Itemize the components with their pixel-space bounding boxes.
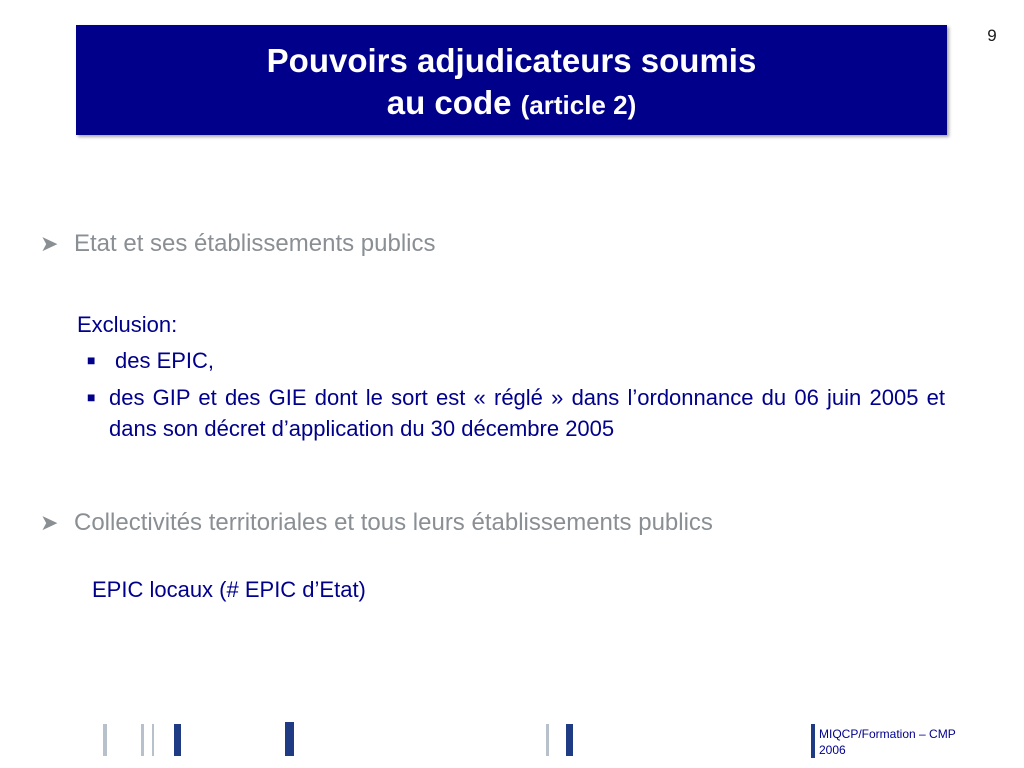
- epic-locaux-note: EPIC locaux (# EPIC d’Etat): [92, 577, 366, 602]
- arrow-bullet-icon: ➤: [40, 510, 59, 535]
- footer-bar: [811, 724, 815, 758]
- footer-bar: [285, 722, 294, 756]
- footer-bar: [103, 724, 107, 756]
- slide-number: 9: [987, 26, 997, 45]
- bullet-collectivites: [40, 508, 713, 538]
- footer-bar: [566, 724, 573, 756]
- square-bullet-wrap: [87, 382, 107, 413]
- title-main: au code: [386, 84, 512, 121]
- exclusion-item-gip-gie: des GIP et des GIE dont le sort est « réglé » dans l’ordonnance du 06 juin 2005 et dans son décret d’application du 30 décembre 2005: [109, 385, 945, 441]
- exclusion-item-text: des EPIC,: [115, 348, 215, 373]
- arrow-bullet-icon: ➤: [40, 231, 59, 256]
- footer-bar: [152, 724, 154, 756]
- footer-line-2: 2006: [819, 743, 846, 757]
- exclusion-item-epic: [87, 345, 487, 376]
- title-line-2: [76, 83, 947, 125]
- square-bullet-icon: ■: [87, 352, 96, 368]
- title-line-1: Pouvoirs adjudicateurs soumis: [266, 42, 757, 79]
- footer-bar: [141, 724, 144, 756]
- footer-line-1: MIQCP/Formation – CMP: [819, 727, 956, 741]
- bullet-text: Collectivités territoriales et tous leurs établissements publics: [74, 509, 713, 536]
- title-article-ref: (article 2): [520, 90, 637, 120]
- bullet-etat: [40, 229, 436, 259]
- exclusion-label: Exclusion:: [77, 312, 178, 337]
- footer-bar: [546, 724, 549, 756]
- footer-credit: [819, 726, 1009, 758]
- title-banner: [76, 25, 947, 135]
- footer-bar: [174, 724, 181, 756]
- square-bullet-icon: ■: [87, 389, 96, 405]
- bullet-text: Etat et ses établissements publics: [74, 230, 436, 257]
